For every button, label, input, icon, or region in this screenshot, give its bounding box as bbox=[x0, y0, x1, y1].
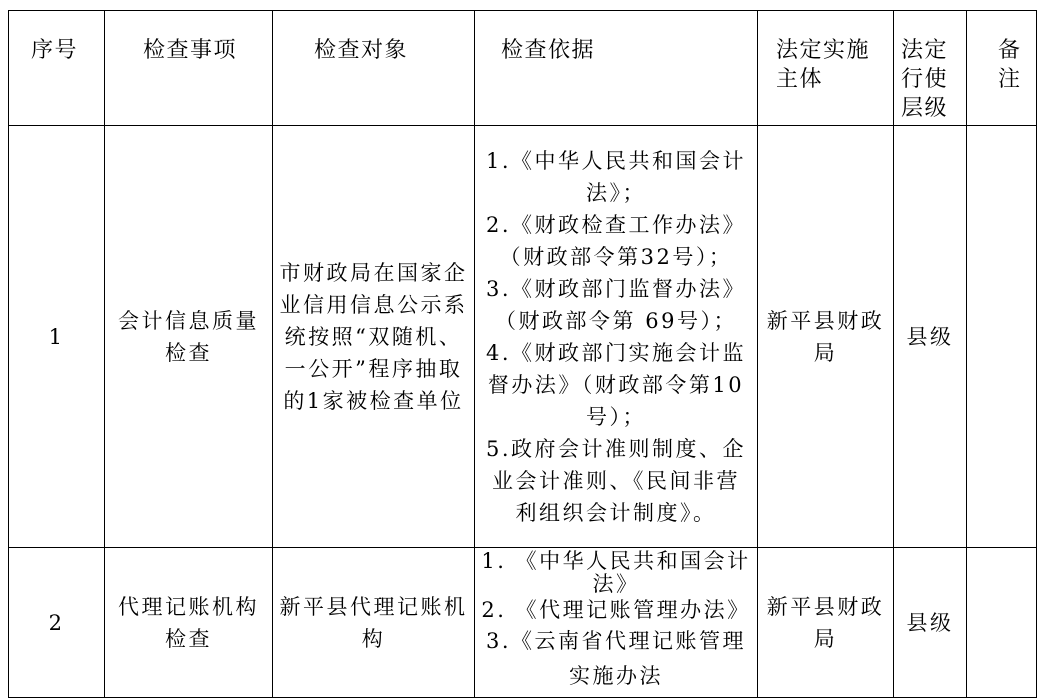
header-authority-label-line: 法定实施 bbox=[776, 38, 871, 63]
header-target-label: 检查对象 bbox=[314, 38, 409, 63]
row-basis-line: 实施办法 bbox=[569, 664, 663, 688]
row-item-line: 代理记账机构 bbox=[118, 594, 259, 619]
row-basis-line: 法》； bbox=[586, 180, 646, 205]
table-row bbox=[9, 126, 1037, 548]
row-basis-line: 利组织会计制度》。 bbox=[515, 500, 717, 525]
row-target-cell bbox=[273, 548, 475, 698]
row-basis-line: 2.《财政检查工作办法》 bbox=[485, 212, 747, 237]
header-level-label-line: 层级 bbox=[901, 96, 949, 121]
header-remark-label-line: 备 bbox=[998, 38, 1022, 63]
row-authority-cell bbox=[758, 126, 894, 548]
row-authority-line: 局 bbox=[813, 340, 838, 365]
row-item-line: 会计信息质量 bbox=[118, 308, 259, 333]
row-basis-line: 1. 《中华人民共和国会计 bbox=[481, 549, 751, 573]
row-remark-cell bbox=[967, 126, 1037, 548]
row-target-line: 构 bbox=[361, 626, 386, 651]
header-remark-cell bbox=[967, 11, 1037, 126]
row-item-cell bbox=[105, 126, 273, 548]
header-remark-label-line: 注 bbox=[998, 67, 1022, 92]
row-basis-line: 3.《财政部门监督办法》 bbox=[485, 276, 747, 301]
row-number: 2 bbox=[48, 610, 65, 635]
row-number: 1 bbox=[48, 324, 65, 349]
row-authority-line: 新平县财政 bbox=[766, 594, 885, 619]
inspection-table bbox=[8, 10, 1037, 698]
row-basis-line: 督办法》（财政部令第10 bbox=[487, 372, 745, 397]
header-authority-cell bbox=[758, 11, 894, 126]
header-level-label-line: 法定 bbox=[901, 38, 949, 63]
row-basis-line: 2. 《代理记账管理办法》 bbox=[481, 598, 751, 622]
row-basis-line: （财政部令第 69号）； bbox=[495, 308, 737, 333]
header-level-label-line: 行使 bbox=[901, 67, 949, 92]
row-basis-line: 业会计准则、《民间非营 bbox=[492, 468, 740, 493]
row-level-cell bbox=[894, 548, 967, 698]
row-item-line: 检查 bbox=[165, 626, 212, 651]
row-level: 县级 bbox=[906, 610, 954, 635]
row-authority-cell bbox=[758, 548, 894, 698]
header-authority-label-line: 主体 bbox=[776, 67, 824, 92]
row-target-line: 市财政局在国家企 bbox=[279, 260, 468, 285]
header-item-cell bbox=[105, 11, 273, 126]
row-item-cell bbox=[105, 548, 273, 698]
row-basis-line: 法》 bbox=[592, 572, 640, 596]
row-basis-line: 4.《财政部门实施会计监 bbox=[485, 340, 747, 365]
row-basis-line: 1.《中华人民共和国会计 bbox=[485, 148, 747, 173]
row-basis-line: 5.政府会计准则制度、企 bbox=[485, 436, 747, 461]
header-target-cell bbox=[273, 11, 475, 126]
header-no-cell bbox=[9, 11, 105, 126]
row-level-cell bbox=[894, 126, 967, 548]
header-level-cell bbox=[894, 11, 967, 126]
row-basis-cell bbox=[475, 548, 758, 698]
row-basis-line: 号）； bbox=[586, 404, 646, 429]
row-basis-line: 3.《云南省代理记账管理 bbox=[485, 629, 747, 653]
header-no-label: 序号 bbox=[31, 38, 79, 63]
table-row bbox=[9, 548, 1037, 698]
row-no-cell bbox=[9, 126, 105, 548]
row-basis-cell bbox=[475, 126, 758, 548]
row-target-line: 统按照“双随机、 bbox=[284, 324, 463, 349]
row-basis-line: （财政部令第32号）； bbox=[499, 244, 733, 269]
row-target-cell bbox=[273, 126, 475, 548]
header-basis-cell bbox=[475, 11, 758, 126]
row-target-line: 业信用信息公示系 bbox=[279, 292, 468, 317]
row-authority-line: 新平县财政 bbox=[766, 308, 885, 333]
row-target-line: 新平县代理记账机 bbox=[279, 594, 468, 619]
row-remark-cell bbox=[967, 548, 1037, 698]
header-basis-label: 检查依据 bbox=[501, 38, 596, 63]
row-target-line: 的1家被检查单位 bbox=[283, 388, 464, 413]
row-target-line: 一公开”程序抽取 bbox=[284, 356, 463, 381]
row-level: 县级 bbox=[906, 324, 954, 349]
row-authority-line: 局 bbox=[813, 626, 838, 651]
header-item-label: 检查事项 bbox=[143, 38, 238, 63]
row-item-line: 检查 bbox=[165, 340, 212, 365]
header-row bbox=[9, 11, 1037, 126]
row-no-cell bbox=[9, 548, 105, 698]
